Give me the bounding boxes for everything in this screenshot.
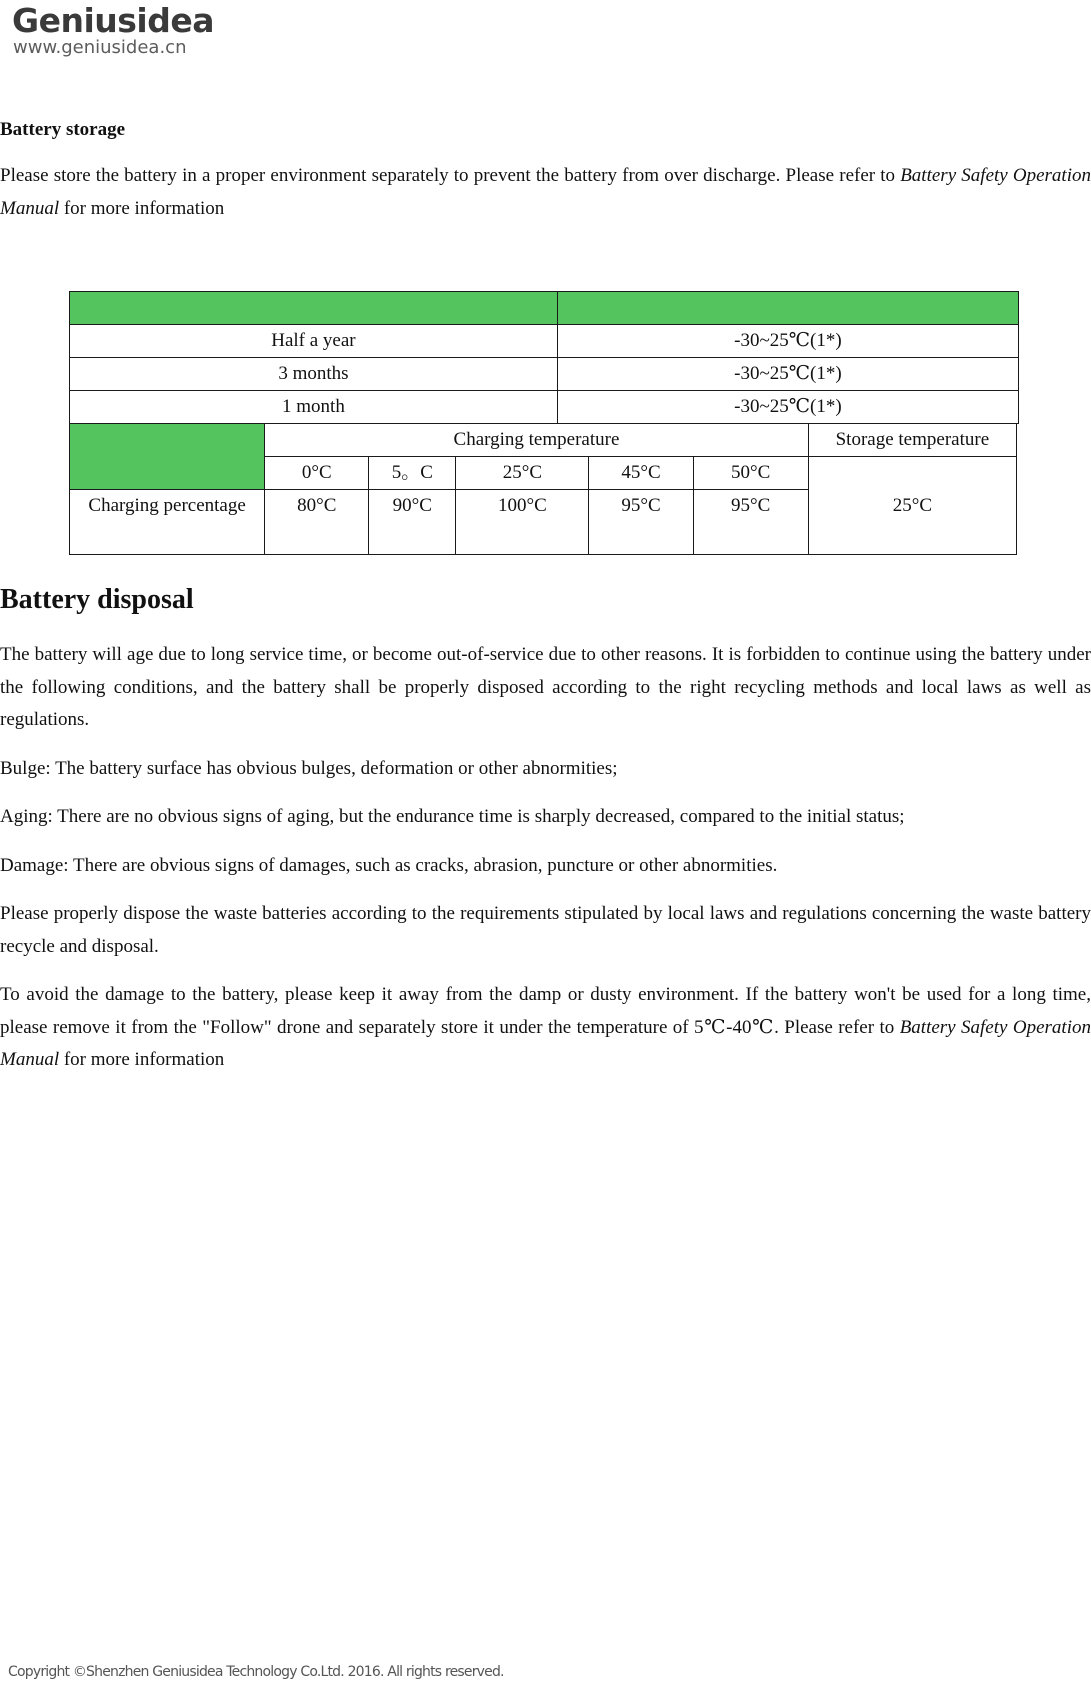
charging-temperature-table <box>69 423 1017 555</box>
storage-header-temperature <box>557 292 1018 325</box>
storage-period-cell: Half a year <box>70 325 558 358</box>
main-content <box>0 118 1091 1093</box>
charge-temp-cell: 0°C <box>265 457 369 490</box>
charge-value-cell: 95°C <box>589 490 693 555</box>
disposal-manual-reference: Battery Safety Operation Manual <box>0 1016 1091 1070</box>
bulge-paragraph: Bulge: The battery surface has obvious bulges, deformation or other abnormities; <box>0 757 618 779</box>
aging-paragraph: Aging: There are no obvious signs of aging, but the endurance time is sharply decreased, compared to the initial status; <box>0 806 905 827</box>
storage-temperature-cell: -30~25℃(1*) <box>557 325 1018 358</box>
storage-table-header <box>70 292 1019 325</box>
charge-value-cell: 95°C <box>693 490 808 555</box>
storage-period-cell: 1 month <box>70 391 558 424</box>
logo-name: Geniusidea <box>12 1 214 40</box>
disposal-intro-paragraph: The battery will age due to long service time, or become out-of-service due to other reasons. It is forbidden to continue using the battery under the following conditions, and the battery shall be properly disposed according to the right recycling methods and local laws as well as regulations. <box>0 644 1091 730</box>
charge-value-cell: 100°C <box>456 490 589 555</box>
logo-url: www.geniusidea.cn <box>13 37 187 58</box>
charge-temp-cell: 50°C <box>693 457 808 490</box>
storage-header-period <box>70 292 558 325</box>
storage-period-table <box>69 291 1019 424</box>
storage-temperature-value: 25°C <box>808 457 1016 555</box>
dispose-paragraph: Please properly dispose the waste batteries according to the requirements stipulated by local laws and regulations concerning the waste battery recycle and disposal. <box>0 903 1091 957</box>
copyright-footer: Copyright ©Shenzhen Geniusidea Technology Co.Ltd. 2016. All rights reserved. <box>8 1664 504 1680</box>
storage-paragraph-end: for more information <box>63 197 225 219</box>
table-row <box>70 358 1019 391</box>
charge-temp-cell: 25°C <box>456 457 589 490</box>
storage-period-cell: 3 months <box>70 358 558 391</box>
charge-value-cell: 90°C <box>369 490 456 555</box>
table-row <box>70 325 1019 358</box>
charge-value-cell: 80°C <box>265 490 369 555</box>
avoid-damage-end: for more information <box>63 1049 225 1070</box>
charge-table-header-row <box>70 424 1017 457</box>
storage-manual-reference: Battery Safety Operation Manual <box>0 165 1091 219</box>
damage-paragraph: Damage: There are obvious signs of damages, such as cracks, abrasion, puncture or other abnormities. <box>0 854 778 876</box>
charge-table-corner <box>70 424 265 490</box>
storage-temperature-label: Storage temperature <box>808 424 1016 457</box>
storage-paragraph-text: Please store the battery in a proper environment separately to prevent the battery from over discharge. Please refer to <box>0 165 896 186</box>
charge-temp-cell: 45°C <box>589 457 693 490</box>
charging-percentage-label: Charging percentage <box>70 490 265 555</box>
battery-storage-heading: Battery storage <box>0 119 126 140</box>
storage-paragraph <box>0 160 1091 225</box>
storage-temperature-cell: -30~25℃(1*) <box>557 391 1018 424</box>
storage-temperature-cell: -30~25℃(1*) <box>557 358 1018 391</box>
logo <box>12 2 242 58</box>
table-row <box>70 391 1019 424</box>
battery-disposal-heading: Battery disposal <box>0 584 194 615</box>
avoid-damage-paragraph <box>0 979 1091 1077</box>
avoid-damage-text: To avoid the damage to the battery, please keep it away from the damp or dusty environment. If the battery won't be used for a long time, please remove it from the "Follow" drone and separately store it under the temperature of 5℃-40℃. Please refer to <box>0 984 1091 1038</box>
charging-temperature-label: Charging temperature <box>265 424 809 457</box>
charge-temp-cell: 5。C <box>369 457 456 490</box>
